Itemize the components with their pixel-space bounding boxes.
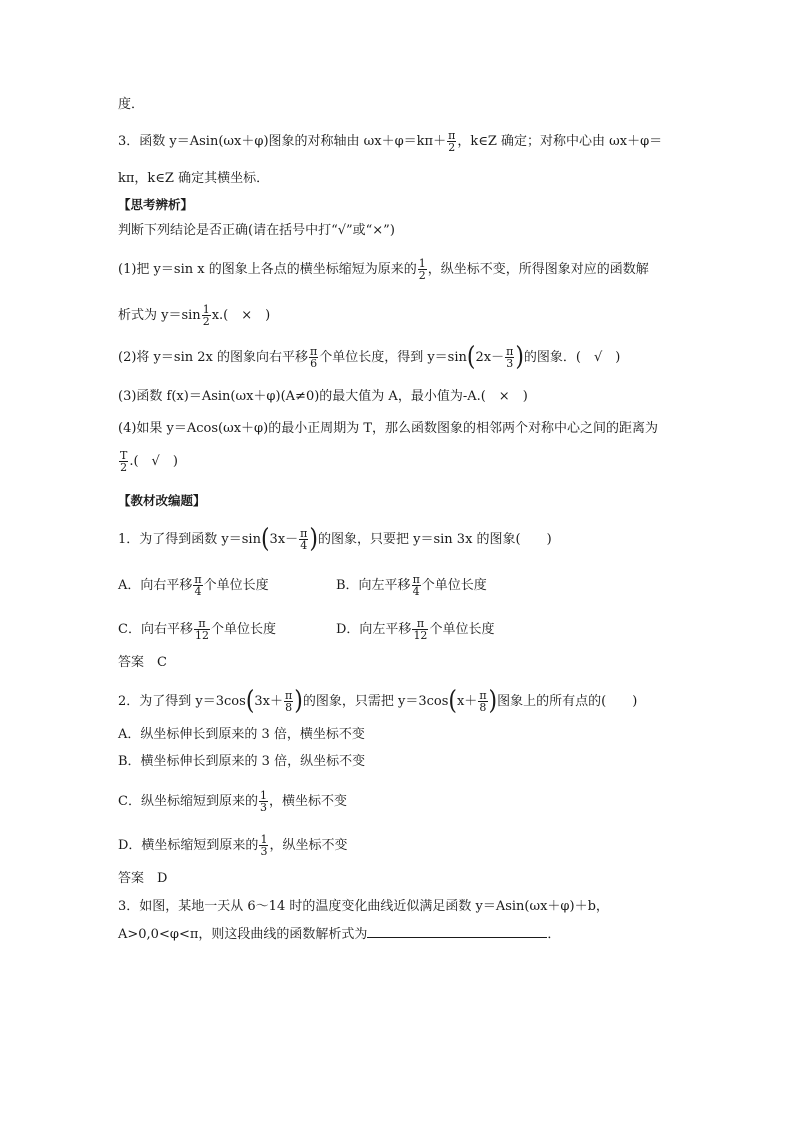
- option-d: D．向左平移 $\frac{\pi}{12}$ 个单位长度: [336, 617, 495, 642]
- problem-3: 3．如图，某地一天从 6～14 时的温度变化曲线近似满足函数 y＝Asin(ωx＋φ)＋b，: [118, 899, 609, 914]
- answer-1: 答案 C: [118, 655, 167, 670]
- text-line: [118, 170, 269, 188]
- question-1: (1)把 y＝sin x 的图象上各点的横坐标缩短为原来的 $\frac{1}{2}$ ，纵坐标不变，所得图象对应的函数解: [118, 257, 649, 282]
- text-line: [118, 130, 662, 153]
- option-c: C．向右平移 $\frac{\pi}{12}$ 个单位长度: [118, 617, 276, 642]
- text: 度．: [118, 97, 145, 112]
- fraction: $\frac{\pi}{8}$: [479, 689, 487, 714]
- fraction: $\frac{1}{3}$: [259, 789, 267, 814]
- text-line: [118, 96, 144, 114]
- fraction: $\frac{\pi}{8}$: [285, 689, 293, 714]
- option-c: C．纵坐标缩短到原来的 $\frac{1}{3}$ ，横坐标不变: [118, 789, 347, 814]
- fraction: $\frac{T}{2}$: [120, 449, 128, 474]
- section-heading-textbook: 【教材改编题】: [118, 493, 206, 508]
- fraction: $\frac{\pi}{4}$: [194, 573, 202, 598]
- fraction: $\frac{1}{2}$: [418, 257, 426, 282]
- text: 3．函数 y＝Asin(ωx＋φ)图象的对称轴由 ωx＋φ＝kπ＋: [118, 134, 447, 149]
- fraction: $\frac{\pi}{4}$: [300, 527, 308, 552]
- fraction: $\frac{1}{3}$: [260, 833, 268, 858]
- question-3: (3)函数 f(x)＝Asin(ωx＋φ)(A≠0)的最大值为 A，最小值为-A.( × ): [118, 389, 528, 404]
- text-line: 判断下列结论是否正确(请在括号中打“√”或“×”): [118, 223, 395, 238]
- fraction: $\frac{\pi}{12}$: [413, 617, 428, 642]
- text: ，k∈Z 确定；对称中心由 ωx＋φ＝: [457, 134, 663, 149]
- question-1-cont: 析式为 y＝sin $\frac{1}{2}$ x.( × ): [118, 303, 271, 328]
- problem-3-cont: A>0,0<φ<π，则这段曲线的函数解析式为 ．: [118, 927, 561, 942]
- fraction: $\frac{1}{2}$: [202, 303, 210, 328]
- question-2: (2)将 y＝sin 2x 的图象向右平移 $\frac{\pi}{6}$ 个单位长度，得到 y＝sin(2x－ $\frac{\pi}{3}$ )的图象．( √ ): [118, 341, 621, 372]
- fraction: $\frac{\pi}{12}$: [194, 617, 209, 642]
- option-b: B．向左平移 $\frac{\pi}{4}$ 个单位长度: [336, 573, 487, 598]
- option-a: A．向右平移 $\frac{\pi}{4}$ 个单位长度: [118, 573, 269, 598]
- option-d: D．横坐标缩短到原来的 $\frac{1}{3}$ ，纵坐标不变: [118, 833, 348, 858]
- option-b: B．横坐标伸长到原来的 3 倍，纵坐标不变: [118, 754, 366, 769]
- problem-2: 2．为了得到 y＝3cos(3x＋ $\frac{\pi}{8}$ )的图象，只需把 y＝3cos(x＋ $\frac{\pi}{8}$ )图象上的所有点的( ): [118, 685, 638, 716]
- answer-2: 答案 D: [118, 871, 168, 886]
- fraction: $\frac{\pi}{6}$: [309, 345, 318, 370]
- answer-blank[interactable]: [367, 925, 547, 938]
- section-heading-think: 【思考辨析】: [118, 197, 194, 212]
- fraction: $\frac{\pi}{2}$: [448, 129, 456, 154]
- fraction: $\frac{\pi}{3}$: [506, 345, 514, 370]
- text: kπ，k∈Z 确定其横坐标．: [118, 171, 270, 186]
- question-4-cont: $\frac{T}{2}$ .( √ ): [120, 449, 178, 474]
- problem-1: 1．为了得到函数 y＝sin(3x－ $\frac{\pi}{4}$ )的图象，只要把 y＝sin 3x 的图象( ): [118, 523, 552, 554]
- option-a: A．纵坐标伸长到原来的 3 倍，横坐标不变: [118, 727, 365, 742]
- question-4: (4)如果 y＝Acos(ωx＋φ)的最小正周期为 T，那么函数图象的相邻两个对称中心之间的距离为: [118, 421, 659, 436]
- fraction: $\frac{\pi}{4}$: [412, 573, 420, 598]
